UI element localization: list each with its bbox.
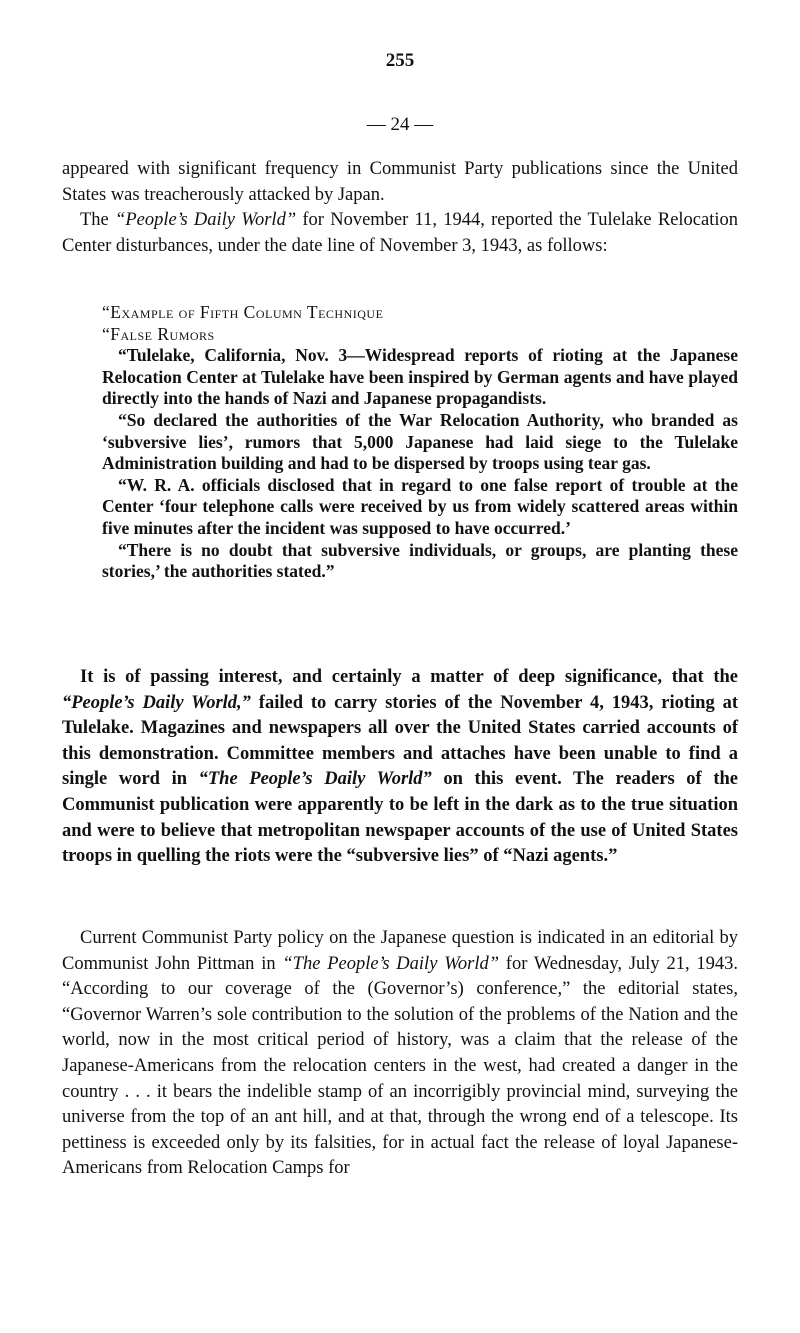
quote-paragraph-4: “There is no doubt that subversive individuals, or groups, are planting these stories,’ the authorities stated.” [102,539,738,582]
newspaper-title: “People’s Daily World,” [62,692,251,713]
page-number: 255 [385,50,415,71]
opening-text [62,157,738,259]
newspaper-title: “The People’s Daily World” [282,953,500,974]
quote-paragraph-3: “W. R. A. officials disclosed that in regard to one false report of trouble at the Center ‘four telephone calls were received by us from widely scattered areas within five minutes after the incident was supposed to have occurred.’ [102,474,738,538]
passing-interest-paragraph: It is of passing interest, and certainly a matter of deep significance, that the “People’s Daily World,” failed to carry stories of the November 4, 1943, rioting at Tulelake. Magazines and newspapers all over the United States carried accounts of this demonstration. Committee members and attaches have been unable to find a single word in “The People’s Daily World” on this event. The readers of the Communist publication were apparently to be left in the dark as to the true situation and were to believe that metropolitan newspaper accounts of the use of United States troops in quelling the riots were the “subversive lies” of “Nazi agents.” [62,667,738,867]
newspaper-title: “The People’s Daily World” [198,769,432,790]
intro-paragraph: The “People’s Daily World” for November 11, 1944, reported the Tulelake Relocation Center disturbances, under the date line of November 3, 1943, as follows: [62,210,739,256]
quote-heading-2: “False Rumors [102,323,215,344]
current-policy-paragraph: Current Communist Party policy on the Japanese question is indicated in an editorial by Communist John Pittman in “The People’s Daily World” for Wednesday, July 21, 1943. “According to our coverage of the (Governor’s) conference,” the editorial states, “Governor Warren’s sole contribution to the solution of the problems of the Nation and the world, now in the most critical period of history, was a claim that the release of the Japanese-Americans from the relocation centers in the west, had created a danger in the country . . . it bears the indelible stamp of an incorrigibly provincial mind, surveying the universe from the top of an ant hill, and at that, through the wrong end of a telescope. Its pettiness is exceeded only by its falsities, for in actual fact the release of loyal Japanese-Americans from Relocation Camps for [62,928,738,1179]
quote-heading-1: “Example of Fifth Column Technique [102,302,384,322]
block-quote [102,302,738,583]
section-number: — 24 — [366,114,434,135]
continued-paragraph: appeared with significant frequency in Communist Party publications since the United States was treacherously attacked by Japan. [62,159,738,205]
newspaper-title: “People’s Daily World” [115,210,297,231]
quote-paragraph-1: “Tulelake, California, Nov. 3—Widespread reports of rioting at the Japanese Relocation Center at Tulelake have been inspired by German agents and have played directly into the hands of Nazi and Japanese propagandists. [102,345,738,409]
quote-paragraph-2: “So declared the authorities of the War Relocation Authority, who branded as ‘subversive lies’, rumors that 5,000 Japanese had laid siege to the Tulelake Administration building and had to be dispersed by troops using tear gas. [102,409,738,474]
